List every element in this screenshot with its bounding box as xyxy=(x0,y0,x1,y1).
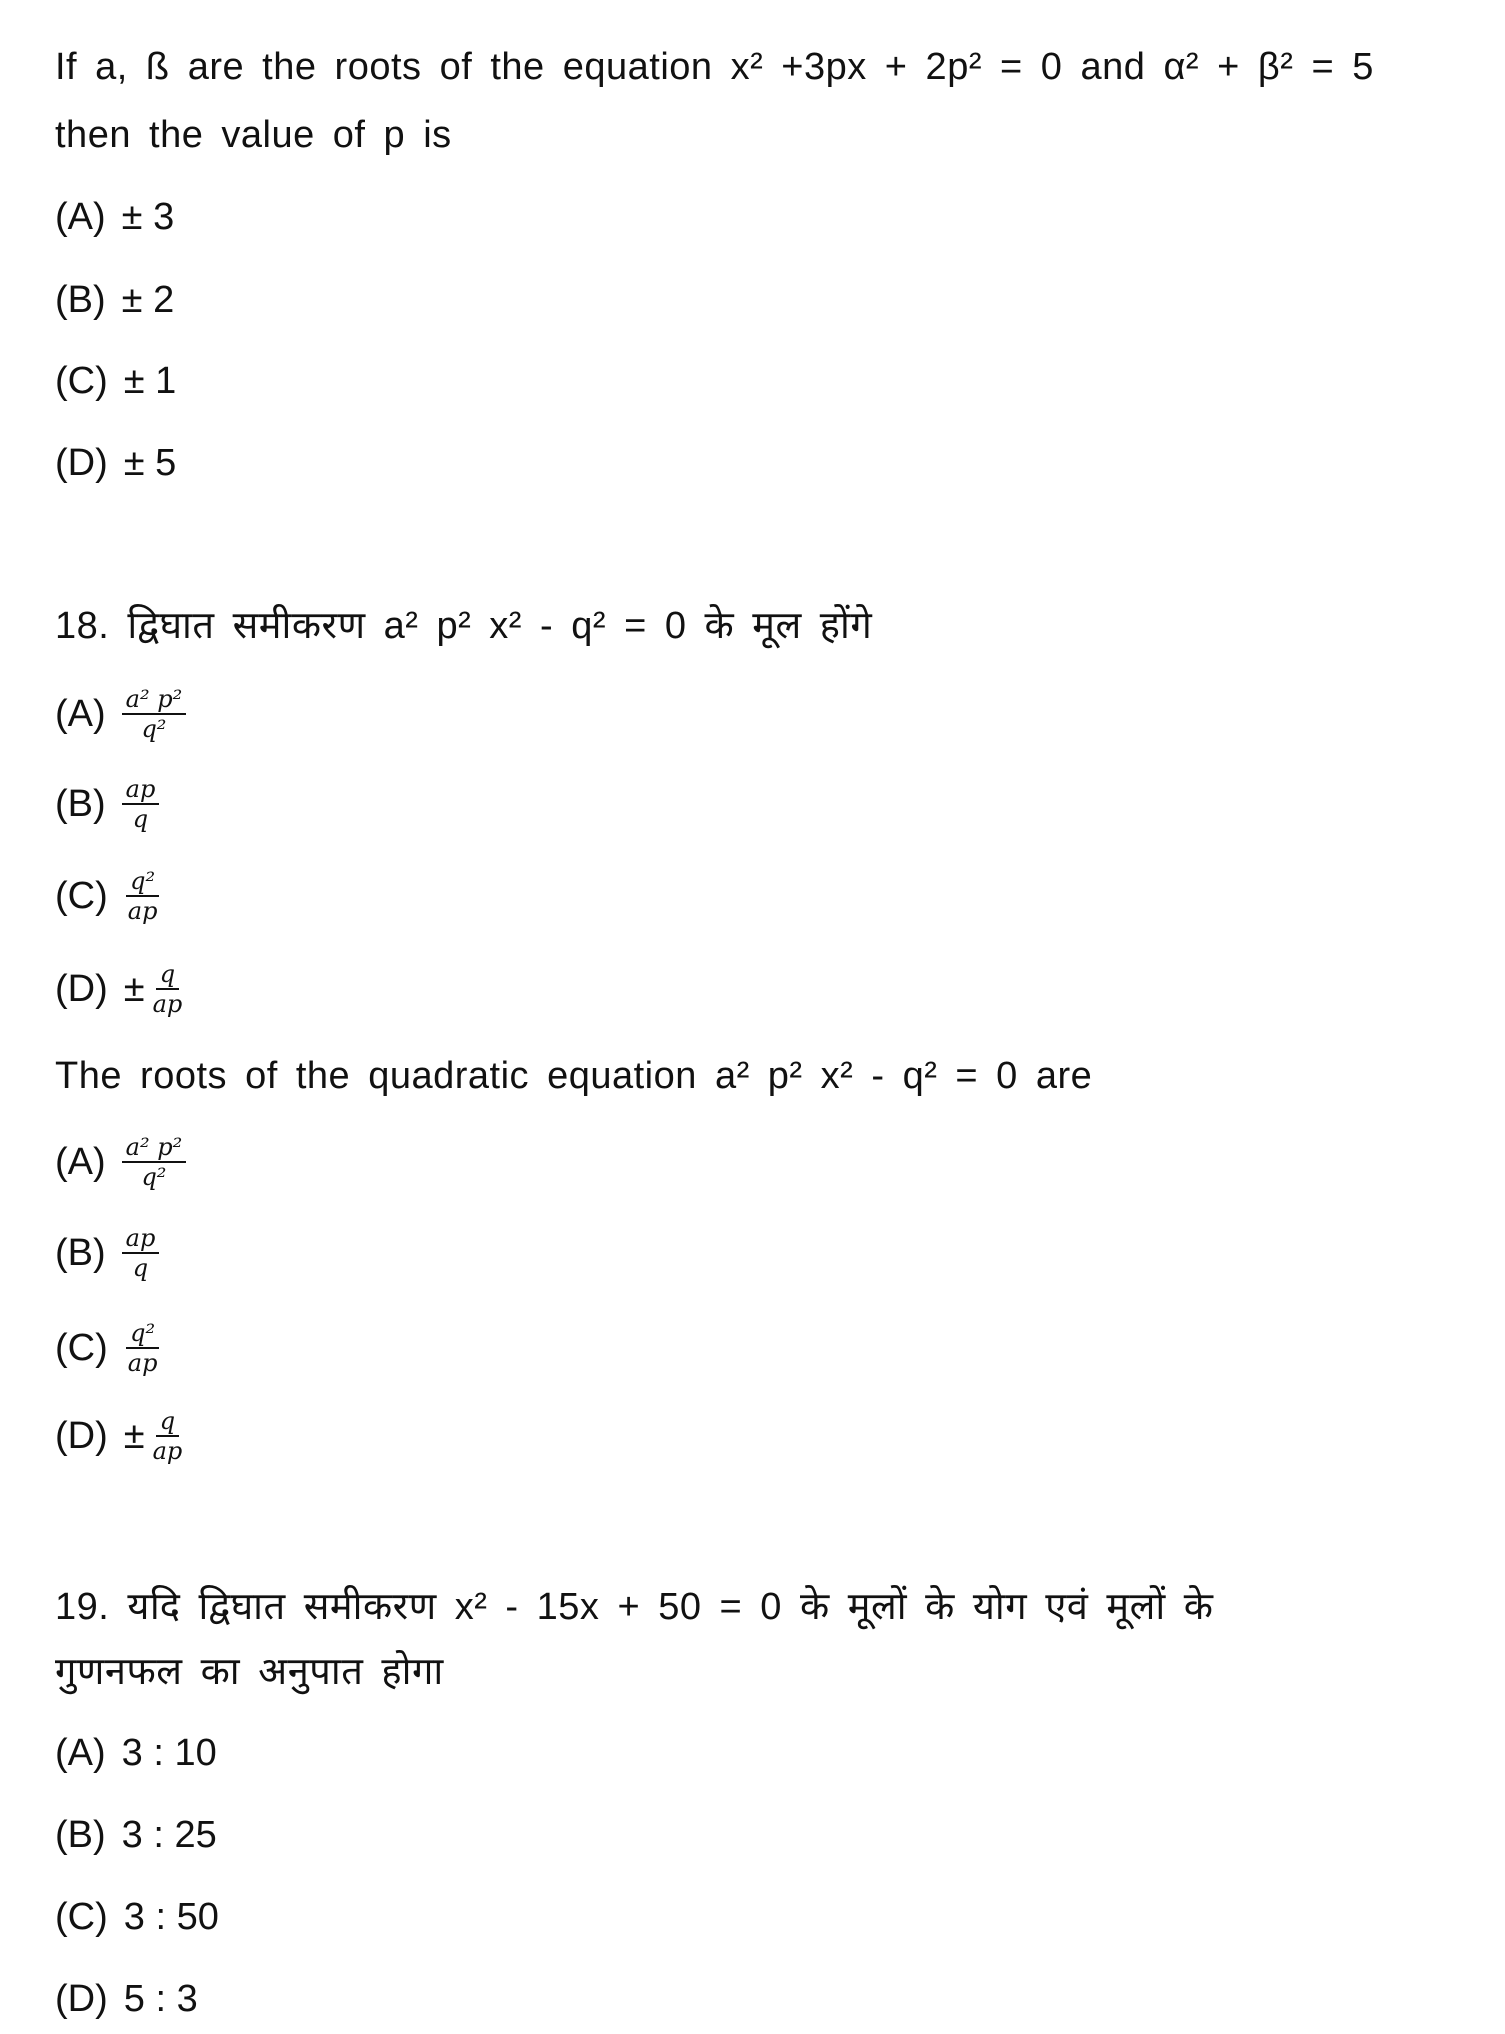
option-label: (A) xyxy=(55,1141,106,1183)
option-label: (D) xyxy=(55,968,108,1010)
option-text: 3 : 10 xyxy=(121,1732,217,1774)
fraction xyxy=(124,1319,162,1377)
numerator: ap xyxy=(122,775,160,805)
denominator: ap xyxy=(152,1437,183,1465)
numerator: q² xyxy=(126,867,159,897)
q18-hindi-option-b xyxy=(55,775,159,833)
q19-text-line1: 19. यदि द्विघात समीकरण x² - 15x + 50 = 0 के मूलों के योग एवं मूलों के xyxy=(55,1586,1214,1628)
option-text: ± 1 xyxy=(123,360,177,402)
option-text: ± 5 xyxy=(123,442,177,484)
q18-hindi-option-c xyxy=(55,867,161,925)
option-label: (B) xyxy=(55,783,106,825)
numerator: a² p² xyxy=(122,685,187,715)
q18-english-option-b xyxy=(55,1224,159,1282)
q18-english-option-a xyxy=(55,1133,186,1191)
option-text: ± 3 xyxy=(121,196,175,238)
option-label: (C) xyxy=(55,360,108,402)
option-label: (D) xyxy=(55,1978,108,2020)
q18-hindi-option-a xyxy=(55,685,186,743)
option-text: ± 2 xyxy=(121,279,175,321)
q18-hindi-text: 18. द्विघात समीकरण a² p² x² - q² = 0 के मूल होंगे xyxy=(55,605,873,647)
numerator: a² p² xyxy=(122,1133,187,1163)
numerator: q xyxy=(156,960,179,990)
option-label: (D) xyxy=(55,442,108,484)
option-label: (C) xyxy=(55,875,108,917)
q18-english-option-c xyxy=(55,1319,161,1377)
option-label: (D) xyxy=(55,1415,108,1457)
q18-english-text: The roots of the quadratic equation a² p² x² - q² = 0 are xyxy=(55,1055,1093,1097)
denominator: ap xyxy=(152,990,183,1018)
q19-option-b xyxy=(55,1813,217,1857)
fraction xyxy=(149,1407,187,1465)
denominator: q xyxy=(132,1254,149,1282)
option-label: (C) xyxy=(55,1896,108,1938)
fraction xyxy=(122,1133,187,1191)
option-label: (A) xyxy=(55,693,106,735)
option-label: (B) xyxy=(55,1814,106,1856)
fraction xyxy=(122,1224,160,1282)
fraction xyxy=(149,960,187,1018)
q17-option-a xyxy=(55,195,174,239)
q19-option-c xyxy=(55,1895,219,1939)
plus-minus: ± xyxy=(123,968,145,1010)
option-text: 3 : 25 xyxy=(121,1814,217,1856)
plus-minus: ± xyxy=(123,1415,145,1457)
q19-text-line2: गुणनफल का अनुपात होगा xyxy=(55,1651,444,1693)
denominator: ap xyxy=(127,1349,158,1377)
denominator: ap xyxy=(127,897,158,925)
denominator: q² xyxy=(141,715,167,743)
q17-option-c xyxy=(55,359,176,403)
option-text: 3 : 50 xyxy=(123,1896,219,1938)
option-label: (C) xyxy=(55,1327,108,1369)
q18-english-option-d xyxy=(55,1407,186,1465)
fraction xyxy=(122,685,187,743)
q17-text-line2: then the value of p is xyxy=(55,114,452,156)
option-label: (A) xyxy=(55,196,106,238)
q19-option-a xyxy=(55,1731,217,1775)
option-label: (B) xyxy=(55,279,106,321)
fraction xyxy=(122,775,160,833)
option-label: (A) xyxy=(55,1732,106,1774)
option-text: 5 : 3 xyxy=(123,1978,198,2020)
denominator: q xyxy=(132,805,149,833)
q19-option-d xyxy=(55,1977,198,2021)
q17-option-b xyxy=(55,278,174,322)
fraction xyxy=(124,867,162,925)
q17-text-line1: If a, ß are the roots of the equation x² +3px + 2p² = 0 and α² + β² = 5 xyxy=(55,46,1374,88)
numerator: ap xyxy=(122,1224,160,1254)
option-label: (B) xyxy=(55,1232,106,1274)
numerator: q xyxy=(156,1407,179,1437)
q18-hindi-option-d xyxy=(55,960,186,1018)
numerator: q² xyxy=(126,1319,159,1349)
q17-option-d xyxy=(55,441,176,485)
denominator: q² xyxy=(141,1163,167,1191)
